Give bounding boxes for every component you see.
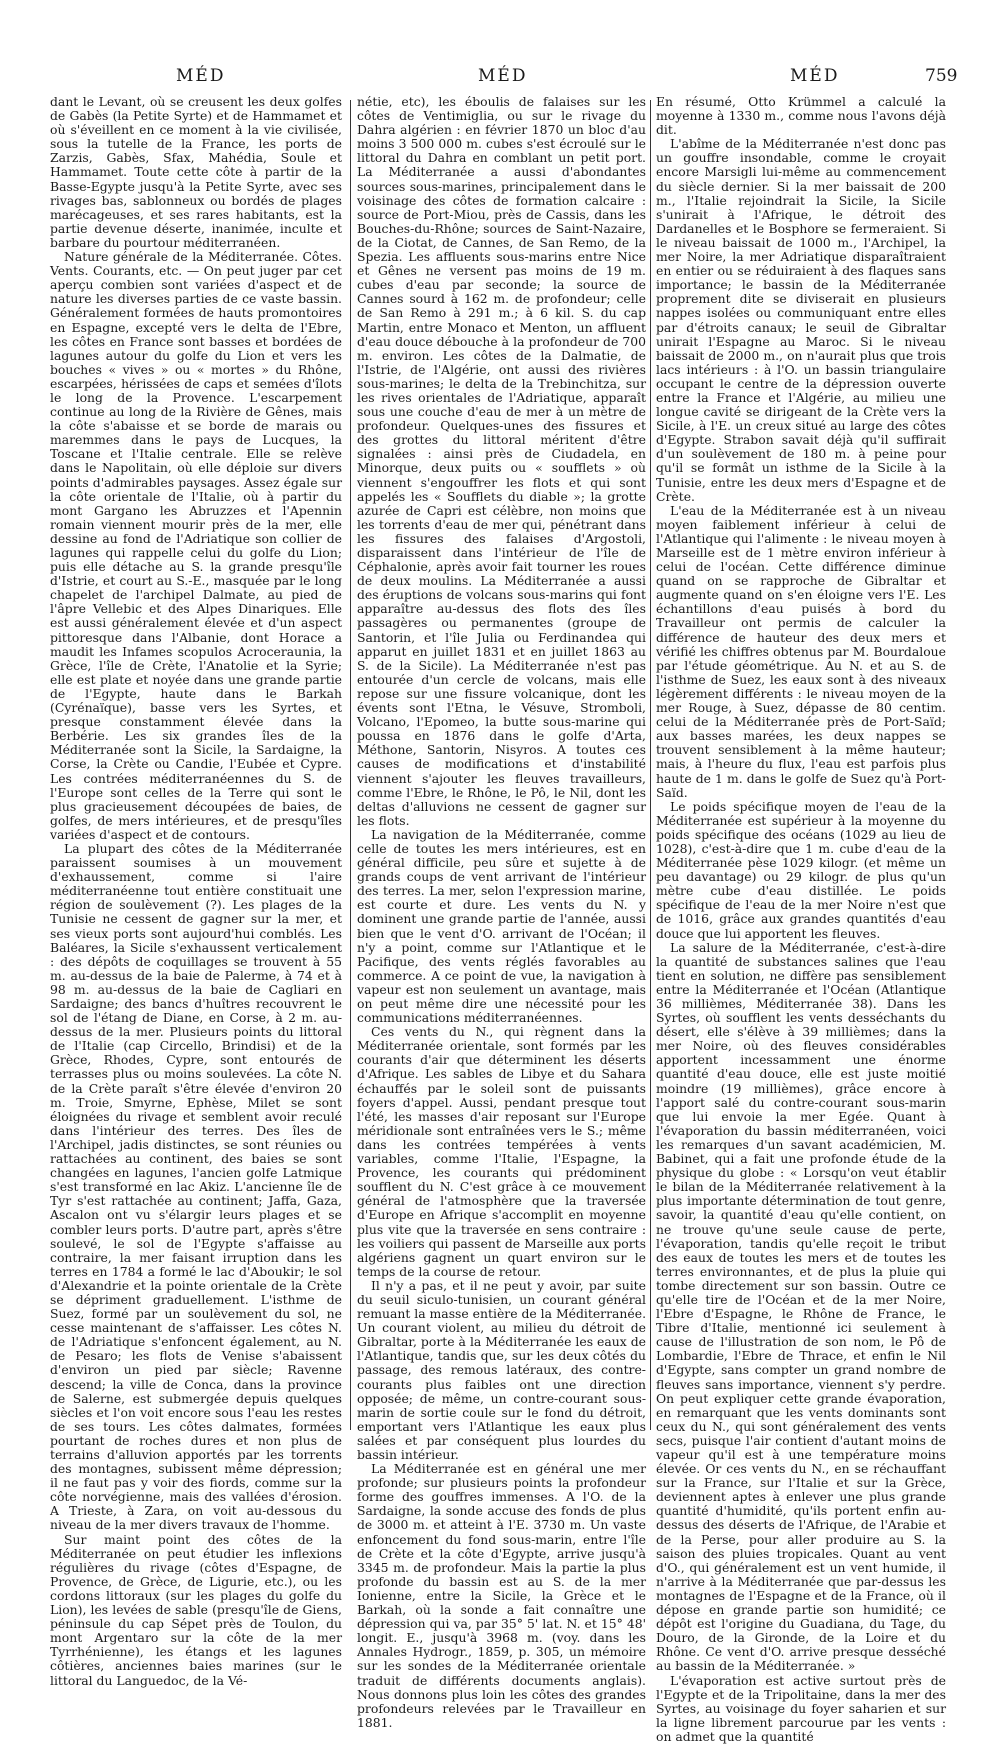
running-head-center: MÉD bbox=[478, 66, 528, 86]
paragraph: Le poids spécifique moyen de l'eau de la Méditerranée est supérieur à la moyenne du poids spécifique des océans (1029 au lieu de 1028), c'est-à-dire que 1 m. cube d'eau de la Méditerranée pèse 1029 kilogr. (et même un peu davantage) ou 29 kilogr. de plus qu'un mètre cube d'eau distillée. Le poids spécifique de l'eau de la mer Noire n'est que de 1016, grâce aux grandes quantités d'eau douce que lui apportent les fleuves. bbox=[656, 798, 946, 941]
page-number: 759 bbox=[925, 66, 958, 86]
paragraph: La navigation de la Méditerranée, comme celle de toutes les mers intérieures, est en général difficile, peu sûre et sujette à de grands coups de vent arrivant de l'intérieur des terres. La mer, selon l'expression marine, est courte et dure. Les vents du N. y dominent une grande partie de l'année, aussi bien que le vent d'O. arrivant de l'Océan; il n'y a point, comme sur l'Atlantique et le Pacifique, des vents réglés favorables au commerce. A ce point de vue, la navigation à vapeur est non seulement un avantage, mais on peut même dire une nécessité pour les communications méditerranéennes. bbox=[357, 826, 646, 1026]
column-rule-2 bbox=[650, 100, 651, 1430]
paragraph: La plupart des côtes de la Méditerranée paraissent soumises à un mouvement d'exhaussement, comme si l'aire méditerranéenne tout entière constituait une région de soulèvement (?). Les plages de la Tunisie ne cessent de gagner sur la mer, et ses vieux ports sont aujourd'hui comblés. Les Baléares, la Sicile s'exhaussent verticalement : des dépôts de coquillages se trouvent à 55 m. au-dessus de la baie de Palerme, à 74 et à 98 m. au-dessus de la baie de Cagliari en Sardaigne; des bancs d'huîtres recouvrent le sol de l'étang de Diane, en Corse, à 2 m. au-dessus de la mer. Plusieurs points du littoral de l'Italie (cap Circello, Brindisi) et de la Grèce, Rhodes, Cypre, sont entourés de terrasses plus ou moins soulevées. La côte N. de la Crète paraît s'être élevée d'environ 20 m. Troie, Smyrne, Ephèse, Milet se sont éloignées du rivage et semblent avoir reculé dans l'intérieur des terres. Des îles de l'Archipel, jadis distinctes, se sont réunies ou rattachées au continent, des baies se sont changées en lagunes, l'ancien golfe Latmique s'est transformé en lac Akiz. L'ancienne île de Tyr s'est rattachée au continent; Jaffa, Gaza, Ascalon ont vu s'élargir leurs plages et se combler leurs ports. D'autre part, après s'être soulevé, le sol de l'Egypte s'affaisse au contraire, la mer faisant irruption dans les terres en 1784 a formé le lac d'Aboukir; le sol d'Alexandrie et la pointe orientale de la Crète se dépriment graduellement. L'isthme de Suez, formé par un soulèvement du sol, ne cesse maintenant de s'affaisser. Les côtes N. de l'Adriatique s'enfoncent également, au N. de Pesaro; les flots de Venise s'abaissent d'environ un pied par siècle; Ravenne descend; la ville de Conca, dans la province de Salerne, est submergée depuis quelques siècles et l'on voit encore sous l'eau les restes de ses tours. Les côtes dalmates, formées pourtant de roches dures et non plus de terrains d'alluvion apportés par les torrents des montagnes, subissent même dépression; il ne faut pas y voir des fiords, comme sur la côte norvégienne, mais des vallées d'érosion. A Trieste, à Zara, on voit au-dessous du niveau de la mer divers travaux de l'homme. bbox=[50, 840, 342, 1533]
paragraph: Nature générale de la Méditerranée. Côtes. Vents. Courants, etc. — On peut juger par cet aperçu combien sont variées d'aspect et de nature les diverses parties de ce vaste bassin. Généralement formées de hauts promontoires en Espagne, excepté vers le delta de l'Ebre, les côtes en France sont basses et bordées de lagunes autour du golfe du Lion et vers les bouches « vives » ou « mortes » du Rhône, escarpées, hérissées de caps et semées d'îlots le long de la Provence. L'escarpement continue au long de la Rivière de Gênes, mais la côte s'abaisse et se borde de marais ou maremmes dans le pays de Lucques, la Toscane et l'Italie centrale. Elle se relève dans le Napolitain, où elle déploie sur divers points d'admirables paysages. Assez égale sur la côte orientale de l'Italie, où à partir du mont Gargano les Abruzzes et l'Apennin romain viennent mourir près de la mer, elle dessine au fond de l'Adriatique son collier de lagunes qui rappelle celui du golfe du Lion; puis elle détache au S. la grande presqu'île d'Istrie, et court au S.-E., masquée par le long chapelet de l'archipel Dalmate, au pied de l'âpre Vellebic et des Alpes Dinariques. Elle est aussi généralement élevée et d'un aspect pittoresque dans l'Albanie, dont Horace a maudit les Infames scopulos Acroceraunia, la Grèce, l'île de Crète, l'Anatolie et la Syrie; elle est plate et noyée dans une grande partie de l'Egypte, haute dans le Barkah (Cyrénaïque), basse vers les Syrtes, et presque constamment élevée dans la Berbérie. Les six grandes îles de la Méditerranée sont la Sicile, la Sardaigne, la Corse, la Crète ou Candie, l'Eubée et Cypre. Les contrées méditerranéennes du S. de l'Europe sont celles de la Terre qui sont le plus gracieusement découpées de baies, de golfes, de mers intérieures, et de presqu'îles variées d'aspect et de contours. bbox=[50, 249, 342, 842]
paragraph: La salure de la Méditerranée, c'est-à-dire la quantité de substances salines que l'eau tient en solution, ne diffère pas sensiblement entre la Méditerranée et l'Océan (Atlantique 36 millièmes, Méditerranée 38). Dans les Syrtes, où soufflent les vents desséchants du désert, elle s'élève à 39 millièmes; dans la mer Noire, où des fleuves considérables apportent incessamment une énorme quantité d'eau douce, elle est juste moitié moindre (19 millièmes), grâce encore à l'apport salé du contre-courant sous-marin que lui envoie la mer Egée. Quant à l'évaporation du bassin méditerranéen, voici les remarques d'un savant académicien, M. Babinet, qui a fait une profonde étude de la physique du globe : « Lorsqu'on veut établir le bilan de la Méditerranée relativement à la plus importante détermination de tout genre, savoir, la quantité d'eau qu'elle contient, on ne trouve qu'une seule cause de perte, l'évaporation, tandis qu'elle reçoit le tribut des eaux de toutes les mers et de toutes les terres environnantes, et de plus la pluie qui tombe directement sur son bassin. Outre ce qu'elle tire de l'Océan et de la mer Noire, l'Ebre d'Espagne, le Rhône de France, le Tibre d'Italie, mentionné ici seulement à cause de l'illustration de son nom, le Pô de Lombardie, l'Ebre de Thrace, et enfin le Nil d'Egypte, sans compter un grand nombre de fleuves sans importance, viennent s'y perdre. On peut expliquer cette grande évaporation, en remarquant que les vents dominants sont ceux du N., qui sont généralement des vents secs, puisque l'air contient d'autant moins de vapeur qu'il est à une température moins élevée. Or ces vents du N., en se réchauffant sur la France, sur l'Italie et sur la Grèce, deviennent aptes à enlever une plus grande quantité d'humidité, qu'ils portent enfin au-dessus des déserts de l'Afrique, de l'Arabie et de la Perse, pour aller produire au S. la saison des pluies tropicales. Quant au vent d'O., qui généralement est un vent humide, il n'arrive à la Méditerranée que par-dessus les montagnes de l'Espagne et de la France, où il dépose en grande partie son humidité; ce dépôt est l'origine du Guadiana, du Tage, du Douro, de la Gironde, de la Loire et du Rhône. Ce vent d'O. arrive presque desséché au bassin de la Méditerranée. » bbox=[656, 939, 946, 1674]
paragraph: L'évaporation est active surtout près de l'Egypte et de la Tripolitaine, dans la mer des Syrtes, au voisinage du foyer saharien et sur la ligne librement parcourue par les vents : on admet que la quantité bbox=[656, 1672, 946, 1744]
running-head-right: MÉD bbox=[790, 66, 840, 86]
paragraph: dant le Levant, où se creusent les deux golfes de Gabès (la Petite Syrte) et de Hammamet et où s'éveillent en ce moment à la vie civilisée, sous la tutelle de la France, les ports de Zarzis, Gabès, Sfax, Mahédia, Soule et Hammamet. Toute cette côte à partir de la Basse-Egypte jusqu'à la Petite Syrte, avec ses rivages bas, sablonneux ou bordés de plages marécageuses, et ses rares habitants, est la partie devenue déserte, inanimée, inculte et barbare du pourtour méditerranéen. bbox=[50, 94, 342, 250]
text-column-3 bbox=[656, 94, 946, 1744]
paragraph: Sur maint point des côtes de la Méditerranée on peut étudier les inflexions régulières du rivage (côtes d'Espagne, de Provence, de Grèce, de Ligurie, etc.), ou les cordons littoraux (sur les plages du golfe du Lion), les levées de sable (presqu'île de Giens, péninsule du cap Sépet près de Toulon, du mont Argentaro sur la côte de la mer Tyrrhénienne), les étangs et les lagunes côtières, anciennes baies marines (sur le littoral du Languedoc, de la Vé- bbox=[50, 1531, 342, 1688]
paragraph: En résumé, Otto Krümmel a calculé la moyenne à 1330 m., comme nous l'avons déjà dit. bbox=[656, 94, 946, 138]
paragraph: Ces vents du N., qui règnent dans la Méditerranée orientale, sont formés par les courants d'air que déterminent les déserts d'Afrique. Les sables de Libye et du Sahara échauffés par le soleil sont de puissants foyers d'appel. Aussi, pendant presque tout l'été, les masses d'air reposant sur l'Europe méridionale sont entraînées vers le S.; même dans les contrées tempérées à vents variables, comme l'Italie, l'Espagne, la Provence, les courants qui prédominent soufflent du N. C'est grâce à ce mouvement général de l'atmosphère que la traversée d'Europe en Afrique s'accomplit en moyenne plus vite que la traversée en sens contraire : les voiliers qui passent de Marseille aux ports algériens gagnent un quart environ sur le temps de la course de retour. bbox=[357, 1024, 646, 1279]
paragraph: L'eau de la Méditerranée est à un niveau moyen faiblement inférieur à celui de l'Atlantique qui l'alimente : le niveau moyen à Marseille est de 1 mètre environ inférieur à celui de l'océan. Cette différence diminue quand on se rapproche de Gibraltar et augmente quand on s'en éloigne vers l'E. Les échantillons d'eau puisés à bord du Travailleur ont permis de calculer la différence de hauteur des deux mers et vérifié les chiffres obtenus par M. Bourdaloue par l'étude géométrique. Au N. et au S. de l'isthme de Suez, les eaux sont à des niveaux légèrement différents : le niveau moyen de la mer Rouge, à Suez, dépasse de 80 centim. celui de la Méditerranée près de Port-Saïd; aux basses marées, les deux nappes se trouvent sensiblement à la même hauteur; mais, à l'heure du flux, l'eau est parfois plus haute de 1 m. dans le golfe de Suez qu'à Port-Saïd. bbox=[656, 502, 946, 800]
paragraph: nétie, etc), les éboulis de falaises sur les côtes de Ventimiglia, ou sur le rivage du Dahra algérien : en février 1870 un bloc d'au moins 3 500 000 m. cubes s'est écroulé sur le littoral du Dahra en comblant un petit port. La Méditerranée a aussi d'abondantes sources sous-marines, principalement dans le voisinage des côtes de formation calcaire : source de Port-Miou, près de Cassis, dans les Bouches-du-Rhône; sources de Saint-Nazaire, de la Ciotat, de Cannes, de San Remo, de la Spezia. Les affluents sous-marins entre Nice et Gênes ne versent pas moins de 19 m. cubes d'eau par seconde; la source de Cannes sourd à 162 m. de profondeur; celle de San Remo à 291 m.; à 6 kil. S. du cap Martin, entre Monaco et Menton, un affluent d'eau douce débouche à la profondeur de 700 m. environ. Les côtes de la Dalmatie, de l'Istrie, de l'Algérie, ont aussi des rivières sous-marines; le delta de la Trebinchitza, sur les rives orientales de l'Adriatique, apparaît sous une couche d'eau de mer à un mètre de profondeur. Quelques-unes des fissures et des grottes du littoral méritent d'être signalées : ainsi près de Ciudadela, en Minorque, deux puits ou « soufflets » où viennent s'engouffrer les flots et qui sont appelés les « Soufflets du diable »; la grotte azurée de Capri est célèbre, non moins que les torrents d'eau de mer qui, pénétrant dans les fissures des falaises d'Argostoli, disparaissent dans l'intérieur de l'île de Céphalonie, après avoir fait tourner les roues de deux moulins. La Méditerranée a aussi des éruptions de volcans sous-marins qui font apparaître au-dessus des flots des îles passagères ou permanentes (groupe de Santorin, et l'île Julia ou Ferdinandea qui apparut en juillet 1831 et en juillet 1863 au S. de la Sicile). La Méditerranée n'est pas entourée d'un cercle de volcans, mais elle repose sur une fissure volcanique, dont les évents sont l'Etna, le Vésuve, Stromboli, Volcano, l'Epomeo, la butte sous-marine qui poussa en 1876 dans le golfe d'Arta, Méthone, Santorin, Nisyros. A toutes ces causes de modifications et d'instabilité viennent s'ajouter les fleuves travailleurs, comme l'Ebre, le Rhône, le Pô, le Nil, dont les deltas d'alluvions ne cessent de gagner sur les flots. bbox=[357, 94, 646, 828]
paragraph: L'abîme de la Méditerranée n'est donc pas un gouffre insondable, comme le croyait encore Marsigli lui-même au commencement du siècle dernier. Si la mer baissait de 200 m., l'Italie rejoindrait la Sicile, la Sicile s'unirait à l'Afrique, le détroit des Dardanelles et le Bosphore se fermeraient. Si le niveau baissait de 1000 m., l'Archipel, la mer Noire, la mer Adriatique disparaîtraient en entier ou se réduiraient à des flaques sans importance; le bassin de la Méditerranée proprement dite se diviserait en plusieurs nappes isolées ou communiquant entre elles par d'étroits canaux; le seuil de Gibraltar unirait l'Espagne au Maroc. Si le niveau baissait de 2000 m., on n'aurait plus que trois lacs intérieurs : à l'O. un bassin triangulaire occupant le centre de la dépression ouverte entre la France et l'Algérie, au milieu une longue cavité se dirigeant de la Crète vers la Sicile, à l'E. un creux situé au large des côtes d'Egypte. Strabon savait déjà qu'il suffirait d'un soulèvement de 180 m. à peine pour qu'il se formât un isthme de la Sicile à la Tunisie, entre les deux mers d'Espagne et de Crète. bbox=[656, 136, 946, 504]
text-column-1 bbox=[50, 94, 342, 1688]
column-rule-1 bbox=[350, 100, 351, 1430]
running-head-left: MÉD bbox=[176, 66, 226, 86]
paragraph: Il n'y a pas, et il ne peut y avoir, par suite du seuil siculo-tunisien, un courant général remuant la masse entière de la Méditerranée. Un courant violent, au milieu du détroit de Gibraltar, porte à la Méditerranée les eaux de l'Atlantique, tandis que, sur les deux côtés du passage, des remous latéraux, des contre-courants plus faibles ont une direction opposée; de même, un contre-courant sous-marin de sortie coule sur le fond du détroit, emportant vers l'Atlantique les eaux plus salées et par conséquent plus lourdes du bassin intérieur. bbox=[357, 1277, 647, 1462]
paragraph: La Méditerranée est en général une mer profonde; sur plusieurs points la profondeur forme des gouffres immenses. A l'O. de la Sardaigne, la sonde accuse des fonds de plus de 3000 m. et atteint à l'E. 3730 m. Un vaste enfoncement du fond sous-marin, entre l'île de Crète et la côte d'Egypte, arrive jusqu'à 3345 m. de profondeur. Mais la partie la plus profonde du bassin est au S. de la mer Ionienne, entre la Sicile, la Grèce et le Barkah, où la sonde a fait connaître une dépression qui va, par 35° 5' lat. N. et 15° 48' longit. E., jusqu'à 3968 m. (voy. dans les Annales Hydrogr., 1859, p. 305, un mémoire sur les sondes de la Méditerranée orientale traduit de différents documents anglais). Nous donnons plus loin les côtes des grandes profondeurs relevées par le Travailleur en 1881. bbox=[357, 1461, 646, 1730]
text-column-2 bbox=[357, 94, 647, 1730]
